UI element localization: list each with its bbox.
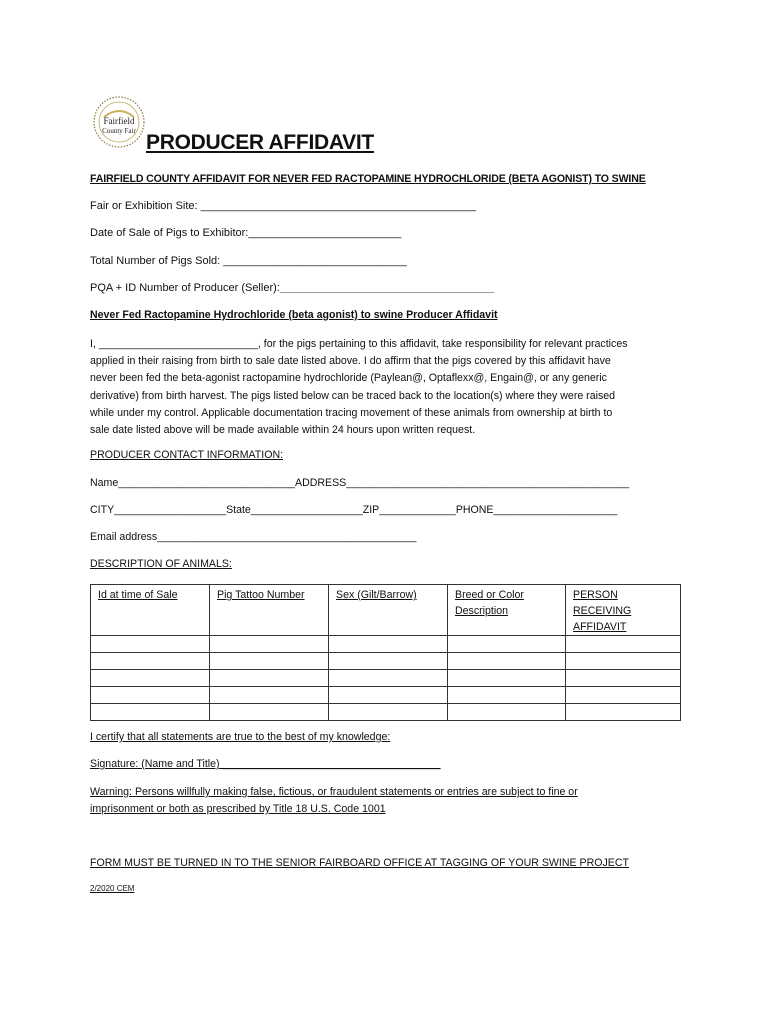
table-row [91,653,681,670]
table-cell[interactable] [91,670,210,687]
page-title: PRODUCER AFFIDAVIT [146,131,374,154]
table-cell[interactable] [210,636,329,653]
date-of-sale-field[interactable]: Date of Sale of Pigs to Exhibitor:_________________________ [90,227,402,239]
logo-line2: County Fair [102,127,136,135]
signature-field[interactable]: Signature: (Name and Title) _____________________________________ [90,758,441,770]
column-header: Id at time of Sale [91,585,210,636]
table-row [91,636,681,653]
table-cell[interactable] [566,653,681,670]
affidavit-heading: Never Fed Ractopamine Hydrochloride (beta agonist) to swine Producer Affidavit [90,309,498,321]
table-cell[interactable] [210,687,329,704]
affidavit-line[interactable]: I, ___________________________, for the pigs pertaining to this affidavit, take responsibility for relevant practices [90,338,628,350]
table-cell[interactable] [329,636,448,653]
table-cell[interactable] [91,653,210,670]
table-cell[interactable] [91,687,210,704]
pqa-id-label: PQA + ID Number of Producer (Seller): [90,282,280,294]
table-cell[interactable] [448,704,566,721]
name-address-field[interactable]: Name______________________________ADDRESS________________________________________________ [90,477,630,489]
warning-line: imprisonment or both as prescribed by Title 18 U.S. Code 1001 [90,803,386,815]
affidavit-line: sale date listed above will be made available within 24 hours upon written request. [90,424,476,437]
table-row [91,670,681,687]
table-row [91,687,681,704]
table-cell[interactable] [448,670,566,687]
form-notice: FORM MUST BE TURNED IN TO THE SENIOR FAIRBOARD OFFICE AT TAGGING OF YOUR SWINE PROJECT [90,857,629,869]
certify-statement: I certify that all statements are true to the best of my knowledge: [90,731,391,743]
animals-table [90,584,681,721]
table-cell[interactable] [329,670,448,687]
logo-line1: Fairfield [103,116,135,126]
affidavit-line: applied in their raising from birth to sale date listed above. I do affirm that the pigs covered by this affidavit have [90,355,611,368]
email-field[interactable]: Email address____________________________________________ [90,531,417,543]
affidavit-statement [90,336,680,439]
contact-heading: PRODUCER CONTACT INFORMATION: [90,449,284,461]
form-subtitle: FAIRFIELD COUNTY AFFIDAVIT FOR NEVER FED RACTOPAMINE HYDROCHLORIDE (BETA AGONIST) TO SWINE [90,173,646,185]
affidavit-line: while under my control. Applicable documentation tracing movement of these animals from ownership at birth to [90,406,613,419]
table-cell[interactable] [448,687,566,704]
fair-site-field[interactable]: Fair or Exhibition Site: _____________________________________________ [90,200,476,212]
table-cell[interactable] [210,670,329,687]
table-cell[interactable] [210,653,329,670]
column-header: PERSON RECEIVING AFFIDAVIT [566,585,681,636]
table-cell[interactable] [329,704,448,721]
affidavit-line: derivative) from birth harvest. The pigs listed below can be traced back to the location(s) where they were raised [90,389,616,402]
table-cell[interactable] [210,704,329,721]
table-header-row [91,585,681,636]
total-pigs-field[interactable]: Total Number of Pigs Sold: ______________________________ [90,255,407,267]
table-cell[interactable] [566,687,681,704]
table-cell[interactable] [91,704,210,721]
table-cell[interactable] [566,670,681,687]
column-header: Breed or Color Description [448,585,566,636]
warning-line: Warning: Persons willfully making false, fictious, or fraudulent statements or entries are subject to fine or [90,786,578,798]
table-cell[interactable] [329,687,448,704]
column-header: Sex (Gilt/Barrow) [329,585,448,636]
pqa-id-field[interactable] [90,282,494,294]
city-state-zip-phone-field[interactable]: CITY___________________State___________________ZIP_____________PHONE_____________________ [90,504,618,516]
fairfield-county-fair-logo [92,95,146,149]
table-cell[interactable] [91,636,210,653]
pqa-id-blank[interactable]: ___________________________________ [279,282,494,294]
affidavit-line: never been fed the beta-agonist ractopamine hydrochloride (Paylean@, Optaflexx@, Engain@, or any generic [90,372,607,385]
table-cell[interactable] [566,636,681,653]
table-cell[interactable] [329,653,448,670]
column-header: Pig Tattoo Number [210,585,329,636]
table-cell[interactable] [448,636,566,653]
animals-heading: DESCRIPTION OF ANIMALS: [90,558,232,570]
table-row [91,704,681,721]
footer-code: 2/2020 CEM [90,884,135,893]
table-cell[interactable] [566,704,681,721]
table-cell[interactable] [448,653,566,670]
